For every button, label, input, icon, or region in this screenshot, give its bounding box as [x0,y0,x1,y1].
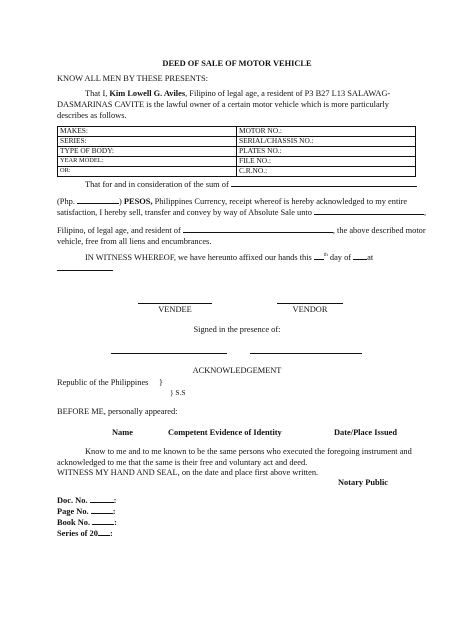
owner-statement-line-3: describes as follows. [57,111,127,120]
cr-no-field: C.R.NO.: [237,167,416,177]
place-blank [57,270,113,271]
republic-line: Republic of the Philippines } [57,378,163,387]
sum-blank [231,186,417,187]
consideration-line-1: That for and in consideration of the sum of [85,180,417,191]
ss-label: } S.S [170,388,186,397]
book-no-line: Book No. : [57,518,117,527]
makes-field: MAKES: [58,127,237,137]
col-date-place: Date/Place Issued [334,428,398,437]
witness-1-signature-line [111,353,227,354]
ack-text-line-1: Know to me and to me known to be the same persons who executed the foregoing instrument and [85,447,412,456]
serial-chassis-field: SERIAL/CHASSIS NO.: [237,137,416,147]
witness-line-1: IN WITNESS WHEREOF, we have hereunto affixed our hands this $^{th}$ day of at [85,252,374,262]
buyer-address-blank [183,232,333,233]
table-row [58,167,416,177]
vendor-label: VENDOR [292,305,328,314]
consideration-line-5: vehicle, free from all liens and encumbrances. [57,237,212,246]
doc-no-line: Doc. No. : [57,496,117,505]
vendee-label: VENDEE [158,305,192,314]
col-name: Name [112,428,133,437]
motor-no-field: MOTOR NO.: [237,127,416,137]
intro-line: KNOW ALL MEN BY THESE PRESENTS: [57,74,208,83]
type-of-body-field: TYPE OF BODY: [58,147,237,157]
page-no-line: Page No. : [57,507,116,516]
consideration-line-3: satisfaction, I hereby sell, transfer and convey by way of Absolute Sale unto , [57,208,427,217]
file-no-field: FILE NO.: [237,157,416,167]
consideration-line-4: Filipino, of legal age, and resident of , the above described motor [57,226,426,235]
document-title: DEED OF SALE OF MOTOR VEHICLE [162,59,312,68]
owner-name: Kim Lowell G. Aviles [109,89,186,98]
ack-text-line-2: acknowledged to me that the same is their free and voluntary act and deed. [57,458,308,467]
before-me-line: BEFORE ME, personally appeared: [57,407,178,416]
ack-text-line-3: WITNESS MY HAND AND SEAL, on the date and place first above written. [57,468,319,477]
day-blank [314,259,324,260]
vendee-signature-line [138,303,212,304]
owner-statement-line-1: That I, Kim Lowell G. Aviles, Filipino of legal age, a resident of P3 B27 L13 SALAWAG- [85,89,391,98]
vehicle-details-table [57,126,416,177]
series-field: SERIES: [58,137,237,147]
table-row [58,127,416,137]
table-row [58,137,416,147]
presence-label: Signed in the presence of: [193,325,281,334]
acknowledgement-title: ACKNOWLEDGEMENT [192,366,282,375]
vendor-signature-line [277,303,343,304]
table-row [58,147,416,157]
or-field: OR: [58,167,237,177]
year-model-field: YEAR MODEL: [58,157,237,167]
buyer-name-blank [314,214,424,215]
notary-public-label: Notary Public [338,478,389,487]
table-row [58,157,416,167]
consideration-line-2: (Php. ) PESOS, Philippines Currency, receipt whereof is hereby acknowledged to my entire [57,197,408,206]
plates-no-field: PLATES NO.: [237,147,416,157]
php-amount-blank [77,203,119,204]
series-line: Series of 20 : [57,529,113,538]
owner-statement-line-2: DASMARINAS CAVITE is the lawful owner of a certain motor vehicle which is more particularly [57,100,389,109]
month-blank [353,259,367,260]
col-evidence: Competent Evidence of Identity [168,428,282,437]
witness-2-signature-line [250,353,362,354]
